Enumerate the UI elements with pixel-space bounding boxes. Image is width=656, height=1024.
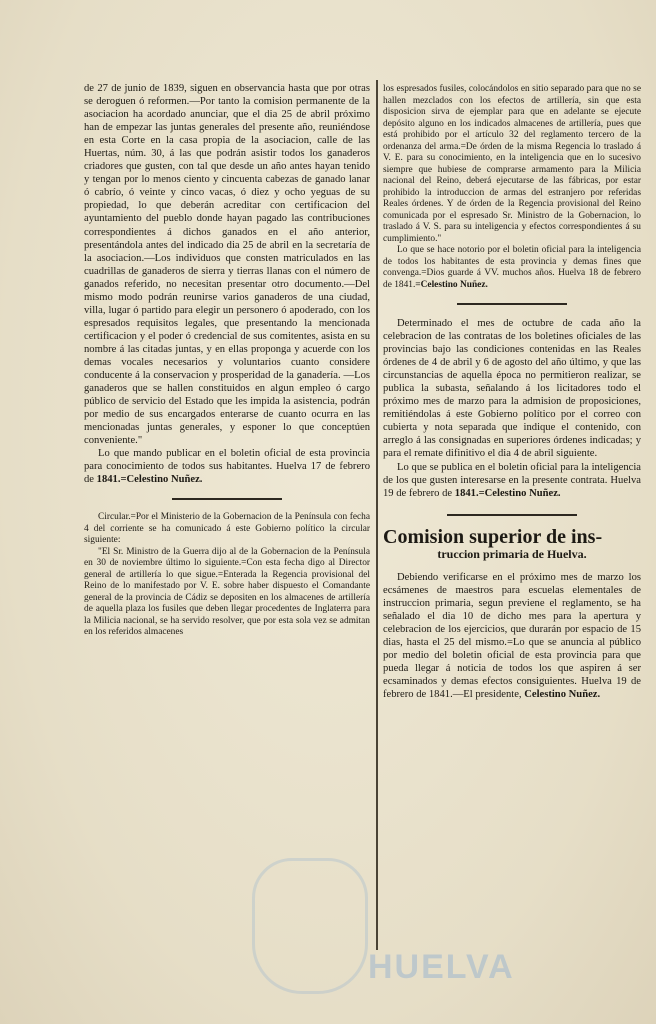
signature: 1841.=Celestino Nuñez. xyxy=(96,474,203,486)
exam-notice-text: Debiendo verificarse en el próximo mes de marzo los ecsámenes de maestros para escuelas elementales de instruccion primaria, segun previene el reglamento, se ha señalado el dia 10 de dicho mes para la apertura y celebracion de los ejercicios, que durarán por espacio de 15 dias, hasta el 25 del mismo.=Lo que se anuncia al público por medio del boletin oficial de esta provincia para que pueda llegar á noticia de todos los que aspiren á ser ecsaminados y demas efectos consiguientes. Huelva 19 de febrero de 1841.—El presidente, xyxy=(383,571,641,701)
contract-publication-text: Lo que se publica en el boletin oficial para la inteligencia de los que gusten interesarse en la presente contrata. Huelva 19 de febrero de xyxy=(383,461,641,499)
signature: =Celestino Nuñez. xyxy=(415,279,488,290)
circular-heading: Circular.=Por el Ministerio de la Gobernacion de la Península con fecha 4 del corriente se ha comunicado á este Gobierno político la circular siguiente: xyxy=(84,512,370,546)
section-title: Comision superior de ins- xyxy=(383,525,603,548)
contract-notice: Determinado el mes de octubre de cada año la celebracion de las contratas de los boletines oficiales de las provincias bajo las condiciones contenidas en las Reales órdenes de 4 de abril y 6 de agosto del año último, y que las circunstancias de aquella época no permitieron realizar, se publica la subasta, señalando á los licitadores todo el próximo mes de marzo para la admision de proposiciones, remitiéndolas á este Gobierno político por el correo con cubierta y nota separada que indique el contenido, con arreglo á las consignadas en superiores órdenes indicadas; y para el remate difinitivo el dia 4 de abril siguiente. xyxy=(383,318,641,460)
exam-notice xyxy=(383,571,641,701)
signature: 1841.=Celestino Nuñez. xyxy=(454,487,561,499)
left-column xyxy=(84,82,370,639)
section-subtitle: truccion primaria de Huelva. xyxy=(437,546,587,561)
circular-closing xyxy=(383,245,641,291)
publication-order-text: Lo que mando publicar en el boletin oficial de esta provincia para conocimiento de todos sus habitantes. Huelva 17 de febrero de xyxy=(84,448,370,486)
separator-rule xyxy=(172,498,282,500)
signature: Celestino Nuñez. xyxy=(524,689,601,701)
column-divider xyxy=(376,80,378,950)
separator-rule xyxy=(457,303,567,305)
cattle-association-notice: de 27 de junio de 1839, siguen en observancia hasta que por otras se deroguen ó reformen.—Por tanto la comision permanente de la asociacion ha acordado anunciar, que el dia 25 de abril próximo han de empezar las juntas generales del presente año, reuniéndose en esta Corte en la casa propia de la asociacion, calle de las Huertas, núm. 30, á las que podrán asistir todos los ganaderos criadores que gusten, con tal que desde un año antes hayan tenido y tengan por lo menos ciento y cincuenta cabezas de ganado lanar ó cabrío, ó veinte y cinco vacas, ó diez y ocho yeguas de su propiedad, lo que deberán acreditar con certificacion del ayuntamiento del pueblo donde hayan pagado las contribuciones correspondientes á dichos ganados en el año anterior, presentándola antes del indicado dia 25 de abril en la secretaría de la asociacion.—Los individuos que consten matriculados en las cuadrillas de ganaderos de sierra y tierras llanas con el número de ganados referido, no necesitan presentar otro documento.—Del mismo modo podrán reunirse varios ganaderos de una ciudad, villa, lugar ó partido para elegir un personero ó apoderado, con los espresados requisitos legales, que presentando la mencionada certificacion y el poder ó credencial de sus comitentes, asista en su nombre á las citadas juntas, y en ellas proponga y acuerde con los demas vocales necesarios y voluntarios cuanto considere conducente á la conservacion y prosperidad de la ganadería. —Los ganaderos que se hallen constituidos en algun empleo ó cargo público de servicio del Estado que les impida la asistencia, podrán por medio de sus encargados enterarse de cuanto ocurra en las mencionadas juntas generales, y esponer lo que conceptúen conveniente." xyxy=(84,83,370,447)
publication-order xyxy=(84,447,370,486)
separator-rule xyxy=(447,514,577,516)
circular-closing-text: Lo que se hace notorio por el boletin oficial para la inteligencia de todos los habitantes de esta provincia y demas fines que convenga.=Dios guarde á VV. muchos años. Huelva 18 de febrero de 1841. xyxy=(383,245,641,290)
huelva-watermark: HUELVA xyxy=(368,948,515,986)
circular-body: "El Sr. Ministro de la Guerra dijo al de la Gobernacion de la Península en 30 de noviembre último lo siguiente.=Con esta fecha digo al Director general de artillería lo que sigue.=Enterada la Regencia provisional del Reino de lo manifestado por V. E. sobre haber dispuesto el Comandante general de la provincia de Cádiz se depositen en los almacenes de artillería de aquella plaza los fusiles que deben llegar procedentes de Inglaterra para la Milicia nacional, se ha servido resolver, que por esta sola vez se admitan en los referidos almacenes xyxy=(84,546,370,638)
archive-seal-watermark xyxy=(252,858,368,994)
right-column xyxy=(383,84,641,701)
circular-continuation: los espresados fusiles, colocándolos en sitio separado para que no se hallen mezclados con los efectos de artillería, sin que esta disposicion sirva de ejemplar para que en adelante se ejecute depósito alguno en los indicados almacenes de artillería, pues que está prohibido por el artículo 32 del reglamento tercero de la ordenanza del arma.=De órden de la misma Regencia lo traslado á V. E. para su conocimiento, en la inteligencia que en lo sucesivo siempre que hubiese de comprarse armamento para la Milicia nacional del Reino, deberá ejecutarse de las fábricas, por estar prohibido la introduccion de armas del estranjero por referidas Reales órdenes. Y de órden de la Regencia provisional del Reino comunicada por el espresado Sr. Ministro de la Gobernacion, lo traslado á V. S. para su inteligencia y efectos correspondientes á su cumplimiento." xyxy=(383,84,641,244)
contract-publication xyxy=(383,461,641,500)
